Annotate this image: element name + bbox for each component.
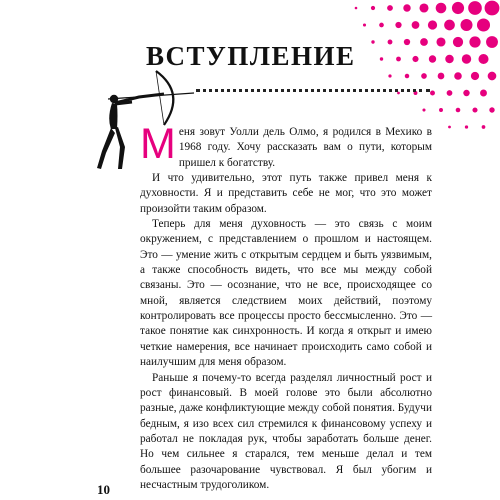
halftone-dot: [421, 73, 427, 79]
halftone-dot: [395, 22, 401, 28]
page-number: 10: [97, 482, 110, 497]
halftone-dot: [412, 56, 418, 62]
halftone-dot: [462, 54, 471, 63]
halftone-dot: [403, 4, 410, 11]
halftone-dot: [489, 107, 494, 112]
halftone-dot: [461, 19, 473, 31]
halftone-dot: [477, 18, 490, 31]
halftone-dot: [482, 125, 486, 129]
paragraph: Теперь для меня духовность — это связь с моим окружением, с представлением о прошлом и настоящем. Это — умение жить с открытым сердцем и быть уязвимым, а также способность видеть, что все мы между собой связаны. Это — осознание, что не все, происходящее со мной, является следствием моих действий, поэтому контролировать все процессы просто бессмысленно. Это — такое понятие как синхронность. И когда я открыт и имею четкие намерения, все начинает происходить само собой и наилучшим для меня образом.: [140, 218, 432, 369]
paragraph: Раньше я почему-то всегда разделял личностный рост и рост финансовый. В моей голове это были абсолютно разные, даже конфликтующие между собой понятия. Будучи бедным, я изо всех сил стремился к финансовому успеху и работал не покладая рук, чтобы заработать больше денег. Но чем сильнее я старался, тем меньше делал и тем большее разочарование чувствовал. Я был убогим и несчастным трудоголиком.: [140, 371, 432, 491]
dotted-divider: [196, 89, 430, 92]
paragraph: Меня зовут Уолли дель Олмо, я родился в Мехико в 1968 году. Хочу рассказать вам о пути, которым пришел к богатству.: [140, 120, 432, 169]
halftone-dot: [436, 3, 447, 14]
halftone-dot: [412, 21, 420, 29]
halftone-dot: [468, 1, 482, 15]
halftone-dot: [463, 90, 469, 96]
halftone-dot: [404, 39, 410, 45]
halftone-dot: [380, 57, 383, 60]
page-title: ВСТУПЛЕНИЕ: [146, 41, 356, 71]
halftone-dot: [444, 20, 455, 31]
halftone-dot: [478, 54, 488, 64]
halftone-dot: [363, 23, 366, 26]
halftone-dot: [454, 72, 462, 80]
halftone-dot: [420, 38, 428, 46]
halftone-dot: [388, 40, 393, 45]
halftone-dot: [471, 72, 479, 80]
halftone-dot: [439, 108, 443, 112]
halftone-dot: [396, 57, 401, 62]
halftone-dot: [379, 23, 384, 28]
halftone-dot: [387, 5, 393, 11]
halftone-dot: [355, 7, 358, 10]
halftone-dot: [419, 3, 428, 12]
halftone-dot: [447, 90, 453, 96]
halftone-dot: [371, 6, 375, 10]
paragraph: И что удивительно, этот путь также привел меня к духовности. Я и представить себе не мог, что это может произойти таким образом.: [140, 172, 432, 215]
halftone-dot: [488, 72, 497, 81]
halftone-dot: [480, 90, 487, 97]
halftone-dot: [388, 74, 391, 77]
halftone-dot: [422, 108, 425, 111]
halftone-dot: [405, 74, 409, 78]
halftone-dot: [469, 36, 480, 47]
halftone-dot: [486, 36, 498, 48]
halftone-dot: [397, 92, 400, 95]
halftone-dot: [448, 126, 451, 129]
halftone-dot: [445, 55, 454, 64]
halftone-dot: [371, 40, 374, 43]
halftone-dot: [472, 107, 477, 112]
halftone-dot: [485, 1, 500, 16]
halftone-dot: [438, 73, 445, 80]
halftone-dot: [456, 108, 461, 113]
drop-cap: М: [140, 120, 176, 168]
halftone-dot: [429, 55, 436, 62]
halftone-dot: [452, 2, 464, 14]
body-text: [140, 120, 432, 493]
halftone-dot: [430, 91, 435, 96]
halftone-dot: [465, 125, 468, 128]
halftone-dot: [428, 20, 437, 29]
halftone-dot: [436, 37, 445, 46]
halftone-dot: [453, 37, 463, 47]
